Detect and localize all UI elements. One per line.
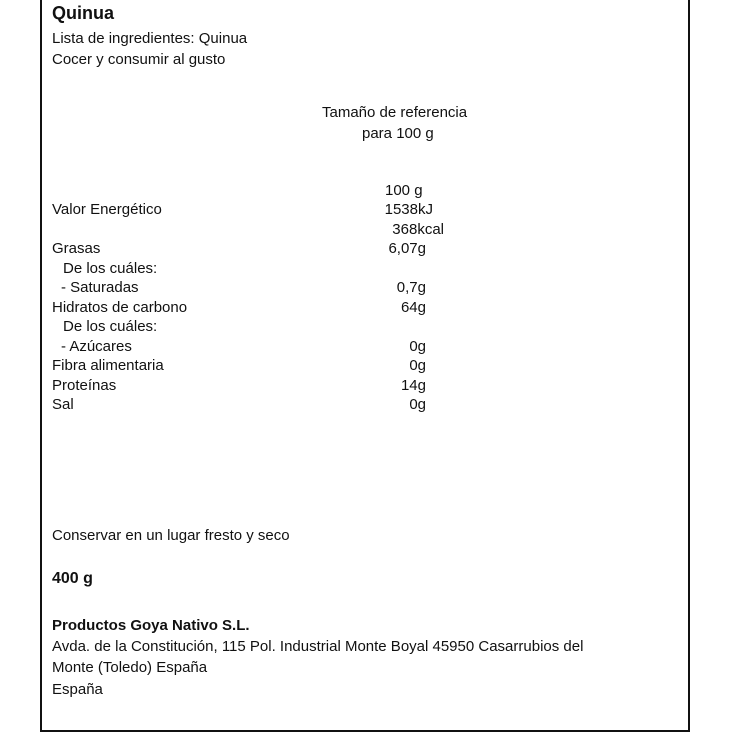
nutrient-label: - Saturadas [61, 279, 139, 296]
nutrient-label: Grasas [52, 240, 101, 257]
nutrient-label: - Azúcares [61, 338, 132, 355]
nutrient-value: 14g [400, 377, 426, 394]
company-country: España [52, 681, 103, 698]
nutrient-label: Sal [52, 396, 74, 413]
nutrient-value: 1538kJ [384, 201, 433, 218]
product-name: Quinua [52, 3, 114, 23]
storage-instructions: Conservar en un lugar fresto y seco [52, 527, 290, 544]
nutrient-value: 0g [409, 338, 426, 355]
nutrient-value: 0,7g [396, 279, 426, 296]
nutrient-value: 6,07g [388, 240, 426, 257]
nutrient-value: 64g [400, 299, 426, 316]
nutrient-value: 0g [409, 396, 426, 413]
reference-size-line2: para 100 g [362, 125, 434, 142]
ingredients-list: Lista de ingredientes: Quinua [52, 30, 248, 47]
net-weight: 400 g [52, 570, 93, 587]
company-address-line2: Monte (Toledo) España [52, 659, 208, 676]
company-address-line1: Avda. de la Constitución, 115 Pol. Industrial Monte Boyal 45950 Casarrubios del [52, 638, 584, 655]
nutrient-value: 0g [409, 357, 426, 374]
nutrition-column-header: 100 g [385, 182, 423, 199]
nutrient-value: 368kcal [392, 221, 444, 238]
nutrient-label: Fibra alimentaria [52, 357, 164, 374]
reference-size-line1: Tamaño de referencia [322, 104, 468, 121]
nutrient-label: De los cuáles: [63, 318, 158, 335]
company-name: Productos Goya Nativo S.L. [52, 617, 250, 634]
nutrient-label: De los cuáles: [63, 260, 158, 277]
nutrient-label: Proteínas [52, 377, 117, 394]
nutrient-label: Hidratos de carbono [52, 299, 188, 316]
nutrient-label: Valor Energético [52, 201, 162, 218]
usage-instructions: Cocer y consumir al gusto [52, 51, 226, 68]
